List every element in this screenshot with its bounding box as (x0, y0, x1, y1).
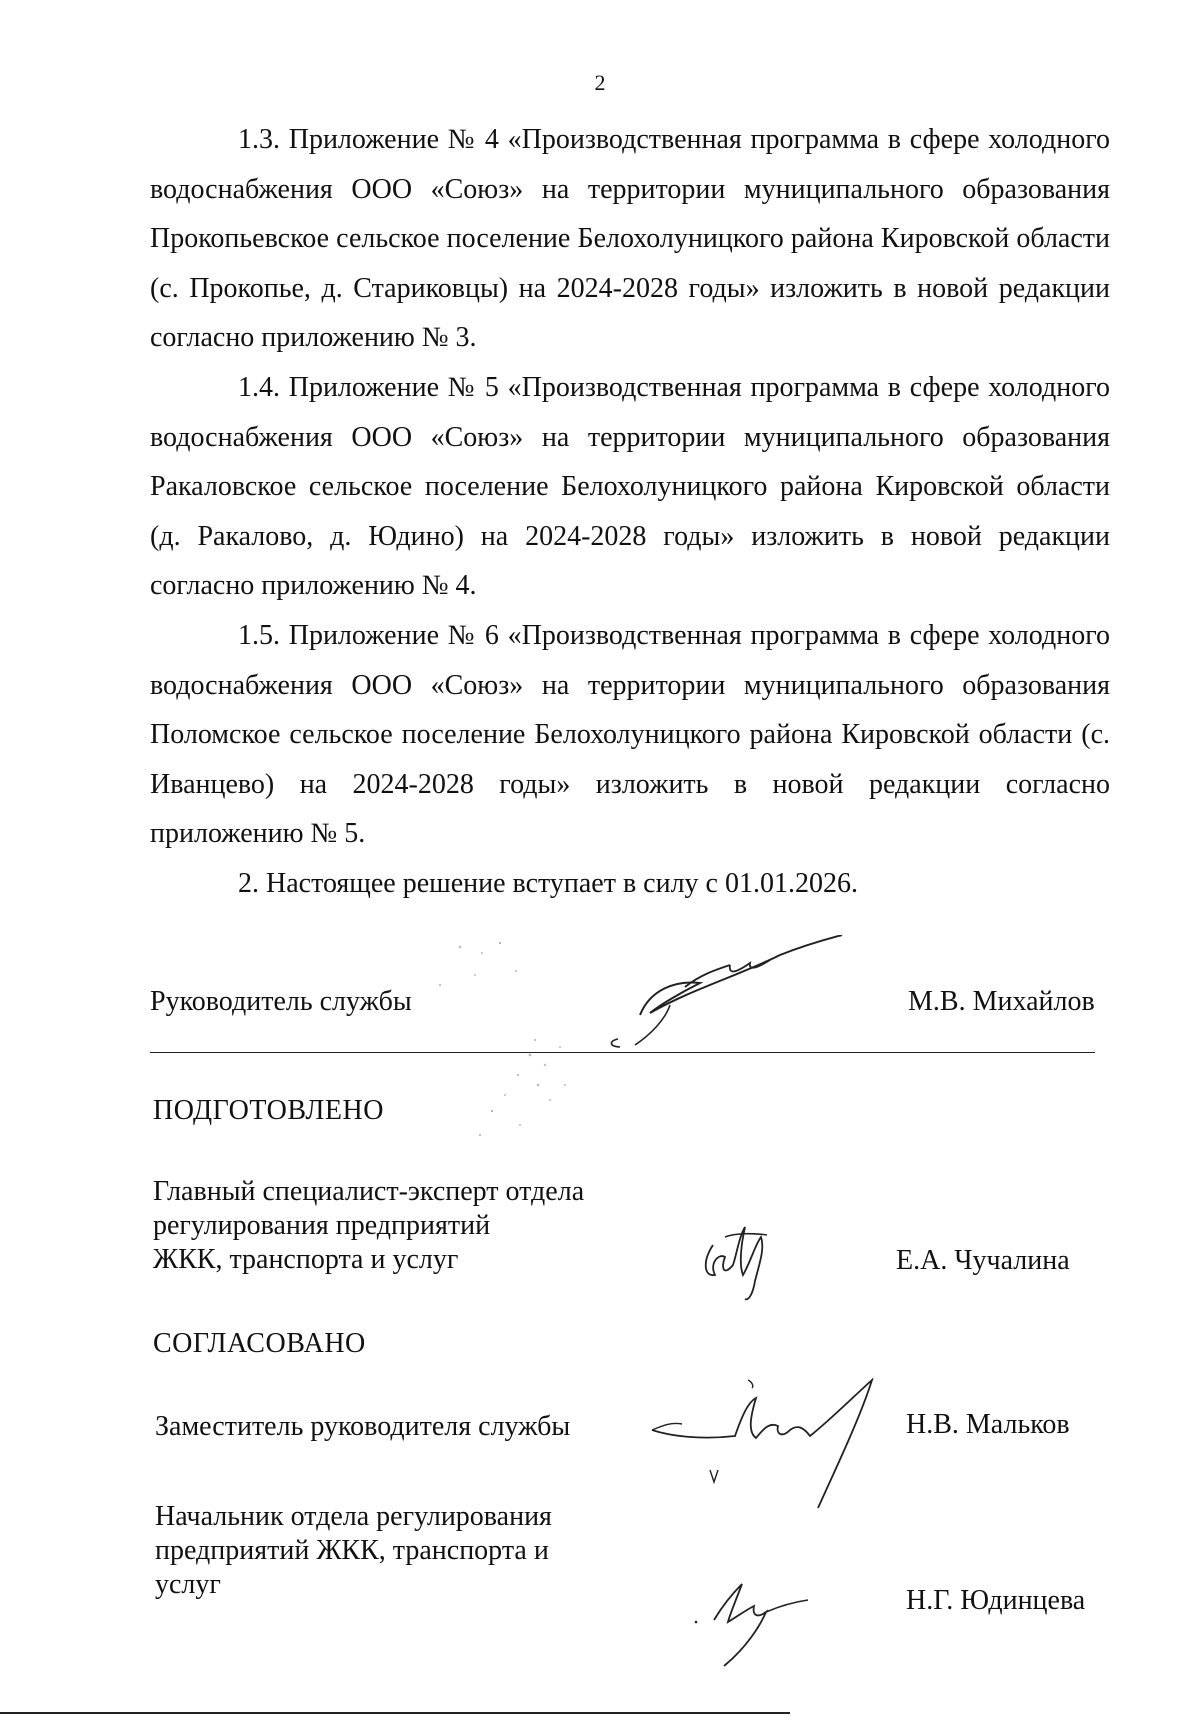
agreed-signer-1-signature (640, 1378, 890, 1513)
head-position: Руководитель службы (150, 986, 412, 1017)
paragraph-1-4: 1.4. Приложение № 5 «Производственная программа в сфере холодного водоснабжения ООО «Союз» на территории муниципального образования Ракаловское сельское поселение Белохолуницкого района Кировской области (д. Ракалово, д. Юдино) на 2024-2028 годы» изложить в новой редакции согласно приложению № 4. (150, 371, 1110, 602)
prepared-position (153, 1175, 584, 1277)
head-signature-line (150, 1052, 1095, 1053)
agreed-signer-2-position-line: услуг (155, 1569, 221, 1600)
page-number: 2 (594, 70, 606, 95)
paragraph-1-3: 1.3. Приложение № 4 «Производственная программа в сфере холодного водоснабжения ООО «Союз» на территории муниципального образования Прокопьевское сельское поселение Белохолуницкого района Кировской области (с. Прокопье, д. Стариковцы) на 2024-2028 годы» изложить в новой редакции согласно приложению № 3. (150, 124, 1110, 354)
agreed-signer-2-name: Н.Г. Юдинцева (906, 1585, 1086, 1616)
head-signature (580, 935, 860, 1050)
agreed-signer-1-position-line: Заместитель руководителя службы (155, 1411, 571, 1442)
agreed-signer-2-position-line: предприятий ЖКК, транспорта и (155, 1535, 549, 1566)
prepared-position-line: ЖКК, транспорта и услуг (153, 1244, 459, 1275)
prepared-position-line: Главный специалист-эксперт отдела (153, 1176, 585, 1207)
paragraph-2: 2. Настоящее решение вступает в силу с 01.01.2026. (238, 867, 858, 899)
document-body (150, 115, 1110, 909)
agreed-signer-2-position (155, 1500, 552, 1602)
agreed-signer-2-signature (690, 1570, 820, 1670)
bottom-edge-line (0, 1712, 790, 1714)
prepared-title: ПОДГОТОВЛЕНО (153, 1095, 384, 1126)
prepared-name: Е.А. Чучалина (896, 1245, 1070, 1276)
prepared-signature (695, 1215, 785, 1305)
agreed-signer-1-position (155, 1410, 570, 1444)
agreed-signer-2-position-line: Начальник отдела регулирования (155, 1501, 552, 1532)
stamp-specks (420, 935, 590, 1155)
agreed-signer-1-name: Н.В. Мальков (906, 1409, 1070, 1440)
paragraph-1-5: 1.5. Приложение № 6 «Производственная программа в сфере холодного водоснабжения ООО «Союз» на территории муниципального образования Поломское сельское поселение Белохолуницкого района Кировской области (с. Иванцево) на 2024-2028 годы» изложить в новой редакции согласно приложению № 5. (150, 619, 1110, 850)
agreed-title: СОГЛАСОВАНО (153, 1328, 366, 1359)
prepared-position-line: регулирования предприятий (153, 1210, 491, 1241)
head-name: М.В. Михайлов (908, 986, 1095, 1017)
